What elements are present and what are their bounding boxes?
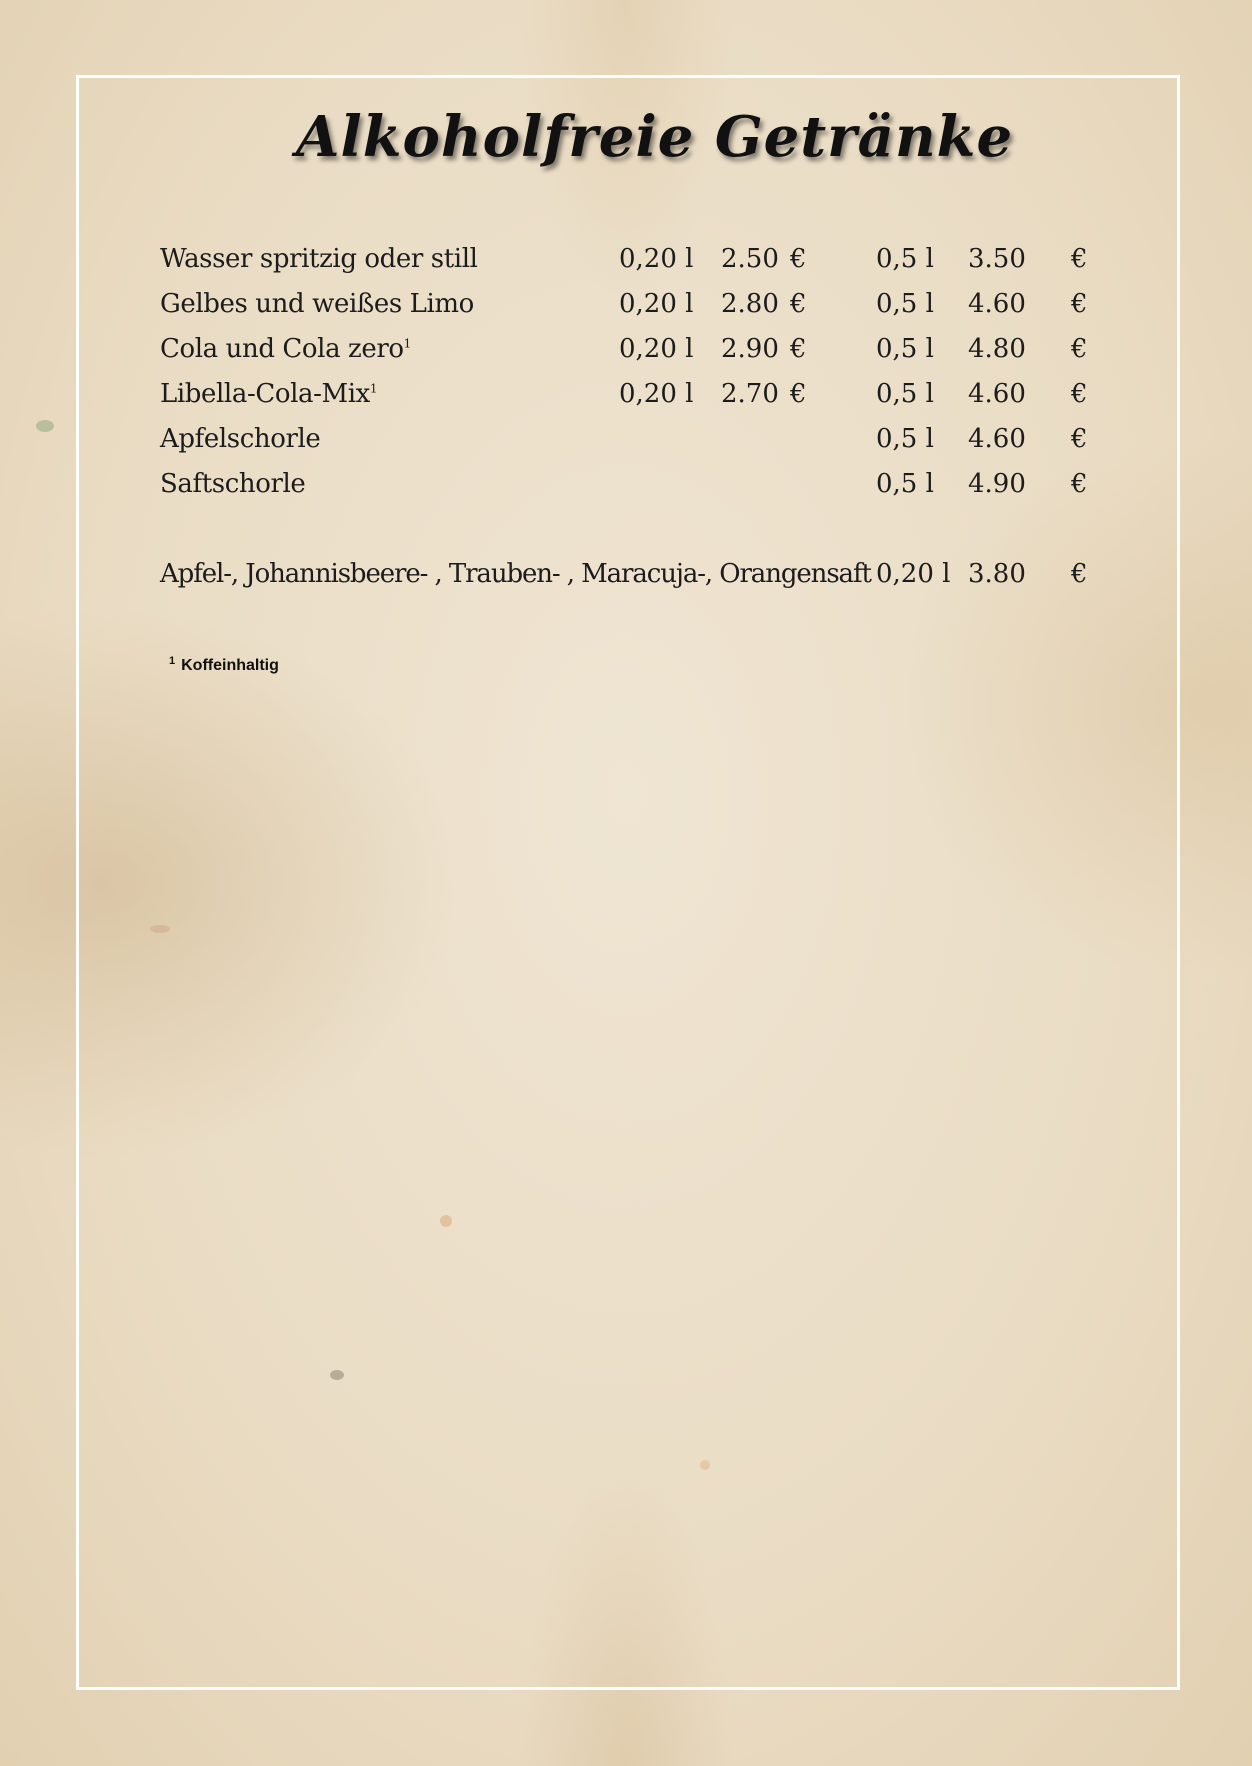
juice-price: 3.80 xyxy=(968,559,1026,589)
menu-item-name-text: Libella-Cola-Mix xyxy=(160,379,370,409)
menu-item-name-text: Gelbes und weißes Limo xyxy=(160,289,474,319)
menu-item-price2: 3.50 xyxy=(968,244,1026,274)
menu-item-price1: 2.50 xyxy=(721,244,779,274)
menu-item-vol1: 0,20 l xyxy=(619,379,694,409)
menu-item-cur1: € xyxy=(790,379,807,409)
menu-item-cur2: € xyxy=(1071,424,1088,454)
menu-item-vol2: 0,5 l xyxy=(876,244,934,274)
footnote-mark: 1 xyxy=(169,654,176,667)
menu-item-name xyxy=(160,329,411,369)
juice-name: Apfel-, Johannisbeere- , Trauben- , Maracuja-, Orangensaft xyxy=(160,559,871,589)
menu-item-price1: 2.80 xyxy=(721,289,779,319)
menu-item-cur2: € xyxy=(1071,289,1088,319)
menu-item-row xyxy=(0,419,1252,459)
menu-item-name-text: Cola und Cola zero xyxy=(160,334,404,364)
menu-item-vol2: 0,5 l xyxy=(876,289,934,319)
menu-item-row xyxy=(0,239,1252,279)
menu-item-price2: 4.90 xyxy=(968,469,1026,499)
menu-item-price2: 4.60 xyxy=(968,289,1026,319)
footnote xyxy=(169,654,279,675)
menu-item-vol1: 0,20 l xyxy=(619,289,694,319)
menu-item-cur2: € xyxy=(1071,469,1088,499)
menu-item-name xyxy=(160,284,474,324)
menu-item-row xyxy=(0,464,1252,504)
caffeine-marker: 1 xyxy=(403,336,411,351)
menu-item-price2: 4.60 xyxy=(968,379,1026,409)
juice-volume: 0,20 l xyxy=(876,559,951,589)
menu-item-vol2: 0,5 l xyxy=(876,424,934,454)
menu-item-price1: 2.70 xyxy=(721,379,779,409)
menu-item-vol1: 0,20 l xyxy=(619,244,694,274)
menu-title: Alkoholfreie Getränke xyxy=(296,104,1014,170)
menu-item-cur2: € xyxy=(1071,244,1088,274)
menu-item-cur1: € xyxy=(790,244,807,274)
menu-item-row xyxy=(0,329,1252,369)
menu-item-cur1: € xyxy=(790,289,807,319)
menu-item-name-text: Apfelschorle xyxy=(160,424,321,454)
menu-item-name xyxy=(160,239,478,279)
menu-item-cur2: € xyxy=(1071,379,1088,409)
menu-item-price1: 2.90 xyxy=(721,334,779,364)
menu-juice-row xyxy=(0,554,1252,594)
menu-item-row xyxy=(0,374,1252,414)
menu-item-name xyxy=(160,464,305,504)
caffeine-marker: 1 xyxy=(369,381,378,396)
menu-item-name xyxy=(160,374,377,414)
menu-item-vol2: 0,5 l xyxy=(876,334,934,364)
menu-item-name-text: Wasser spritzig oder still xyxy=(160,244,478,274)
footnote-text: Koffeinhaltig xyxy=(181,657,279,674)
menu-item-name-text: Saftschorle xyxy=(160,469,306,499)
menu-item-price2: 4.60 xyxy=(968,424,1026,454)
juice-currency: € xyxy=(1071,559,1088,589)
menu-item-vol2: 0,5 l xyxy=(876,469,934,499)
menu-item-price2: 4.80 xyxy=(968,334,1026,364)
menu-item-name xyxy=(160,419,320,459)
menu-item-vol2: 0,5 l xyxy=(876,379,934,409)
menu-item-row xyxy=(0,284,1252,324)
menu-item-cur1: € xyxy=(790,334,807,364)
menu-item-cur2: € xyxy=(1071,334,1088,364)
menu-item-vol1: 0,20 l xyxy=(619,334,694,364)
